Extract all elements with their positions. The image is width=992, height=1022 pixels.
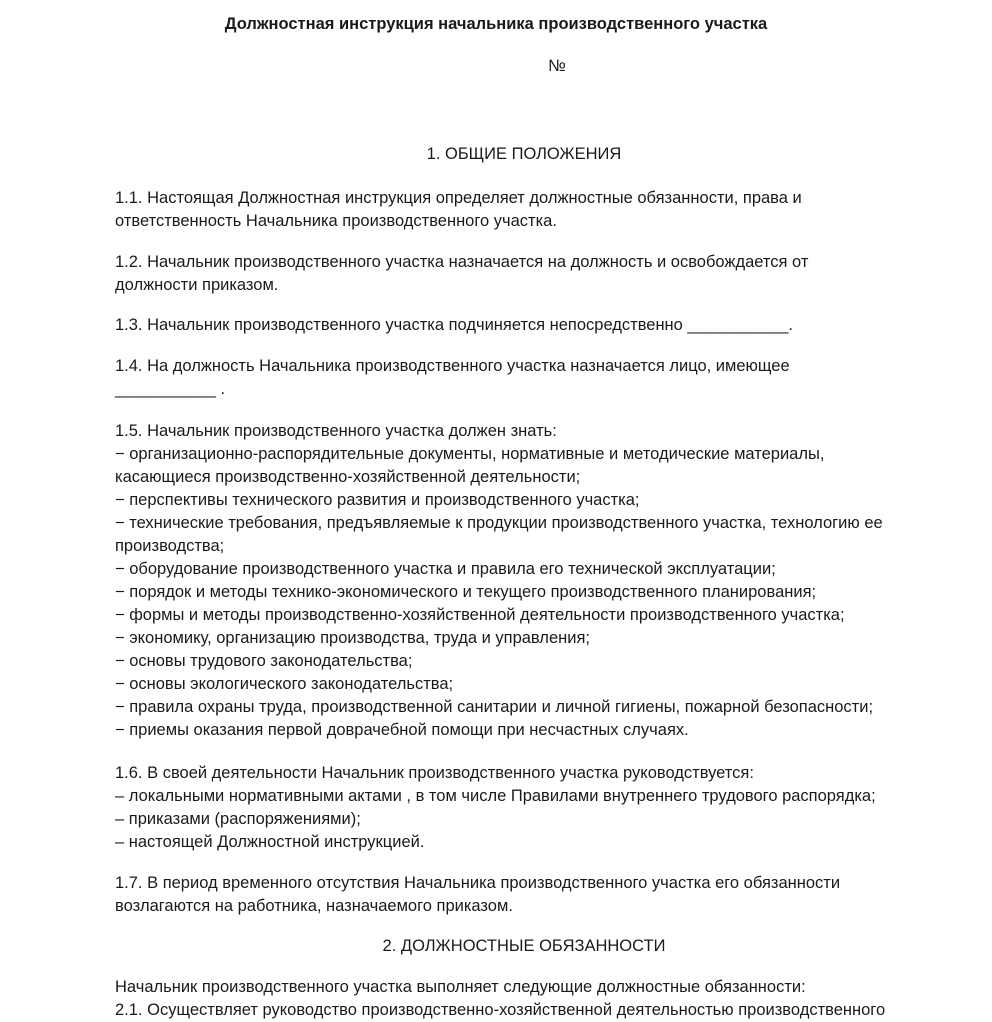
paragraph-line: 1.2. Начальник производственного участка назначается на должность и освобождается от [115,253,809,271]
paragraph-line: 1.7. В период временного отсутствия Начальника производственного участка его обязанности [115,874,841,892]
paragraph-line: Начальник производственного участка выполняет следующие должностные обязанности: [115,978,806,996]
paragraph-line: 2.1. Осуществляет руководство производственно-хозяйственной деятельностью производственного [115,1001,886,1019]
list-item: − основы трудового законодательства; [115,652,413,670]
paragraph-1-4 [115,355,975,401]
list-item: − оборудование производственного участка и правила его технической эксплуатации; [115,560,776,578]
list-item: – локальными нормативными актами , в том числе Правилами внутреннего трудового распорядка; [115,787,876,805]
document-title: Должностная инструкция начальника производственного участка [224,15,768,33]
paragraph-1-7 [115,872,975,918]
paragraph-1-5 [115,420,975,742]
section-1-heading: 1. ОБЩИЕ ПОЛОЖЕНИЯ [426,145,622,163]
paragraph-1-6 [115,762,975,854]
paragraph-line: 1.5. Начальник производственного участка должен знать: [115,422,557,440]
paragraph-line: 1.3. Начальник производственного участка подчиняется непосредственно ___________. [115,316,793,334]
paragraph-line: 1.6. В своей деятельности Начальник производственного участка руководствуется: [115,764,754,782]
section-2-intro [115,976,975,1022]
paragraph-line: 1.1. Настоящая Должностная инструкция определяет должностные обязанности, права и [115,189,802,207]
paragraph-line: должности приказом. [115,276,279,294]
list-item: − приемы оказания первой доврачебной помощи при несчастных случаях. [115,721,689,739]
list-item: − организационно-распорядительные документы, нормативные и методические материалы, [115,445,825,463]
paragraph-line: ___________ . [115,380,226,398]
paragraph-line: ответственность Начальника производственного участка. [115,212,557,230]
list-item: производства; [115,537,225,555]
list-item: − основы экологического законодательства; [115,675,454,693]
list-item: касающиеся производственно-хозяйственной деятельности; [115,468,581,486]
section-2-heading: 2. ДОЛЖНОСТНЫЕ ОБЯЗАННОСТИ [382,937,666,955]
paragraph-line: 1.4. На должность Начальника производственного участка назначается лицо, имеющее [115,357,790,375]
list-item: − перспективы технического развития и производственного участка; [115,491,640,509]
paragraph-1-2 [115,251,975,297]
list-item: − порядок и методы технико-экономического и текущего производственного планирования; [115,583,817,601]
list-item: − экономику, организацию производства, труда и управления; [115,629,590,647]
list-item: − формы и методы производственно-хозяйственной деятельности производственного участка; [115,606,845,624]
document-number-sign: № [548,57,566,75]
paragraph-1-3 [115,314,975,337]
paragraph-line: возлагаются на работника, назначаемого приказом. [115,897,513,915]
list-item: – приказами (распоряжениями); [115,810,361,828]
paragraph-1-1 [115,187,975,233]
list-item: − технические требования, предъявляемые к продукции производственного участка, технологию ее [115,514,883,532]
list-item: – настоящей Должностной инструкцией. [115,833,425,851]
list-item: − правила охраны труда, производственной санитарии и личной гигиены, пожарной безопасности; [115,698,874,716]
